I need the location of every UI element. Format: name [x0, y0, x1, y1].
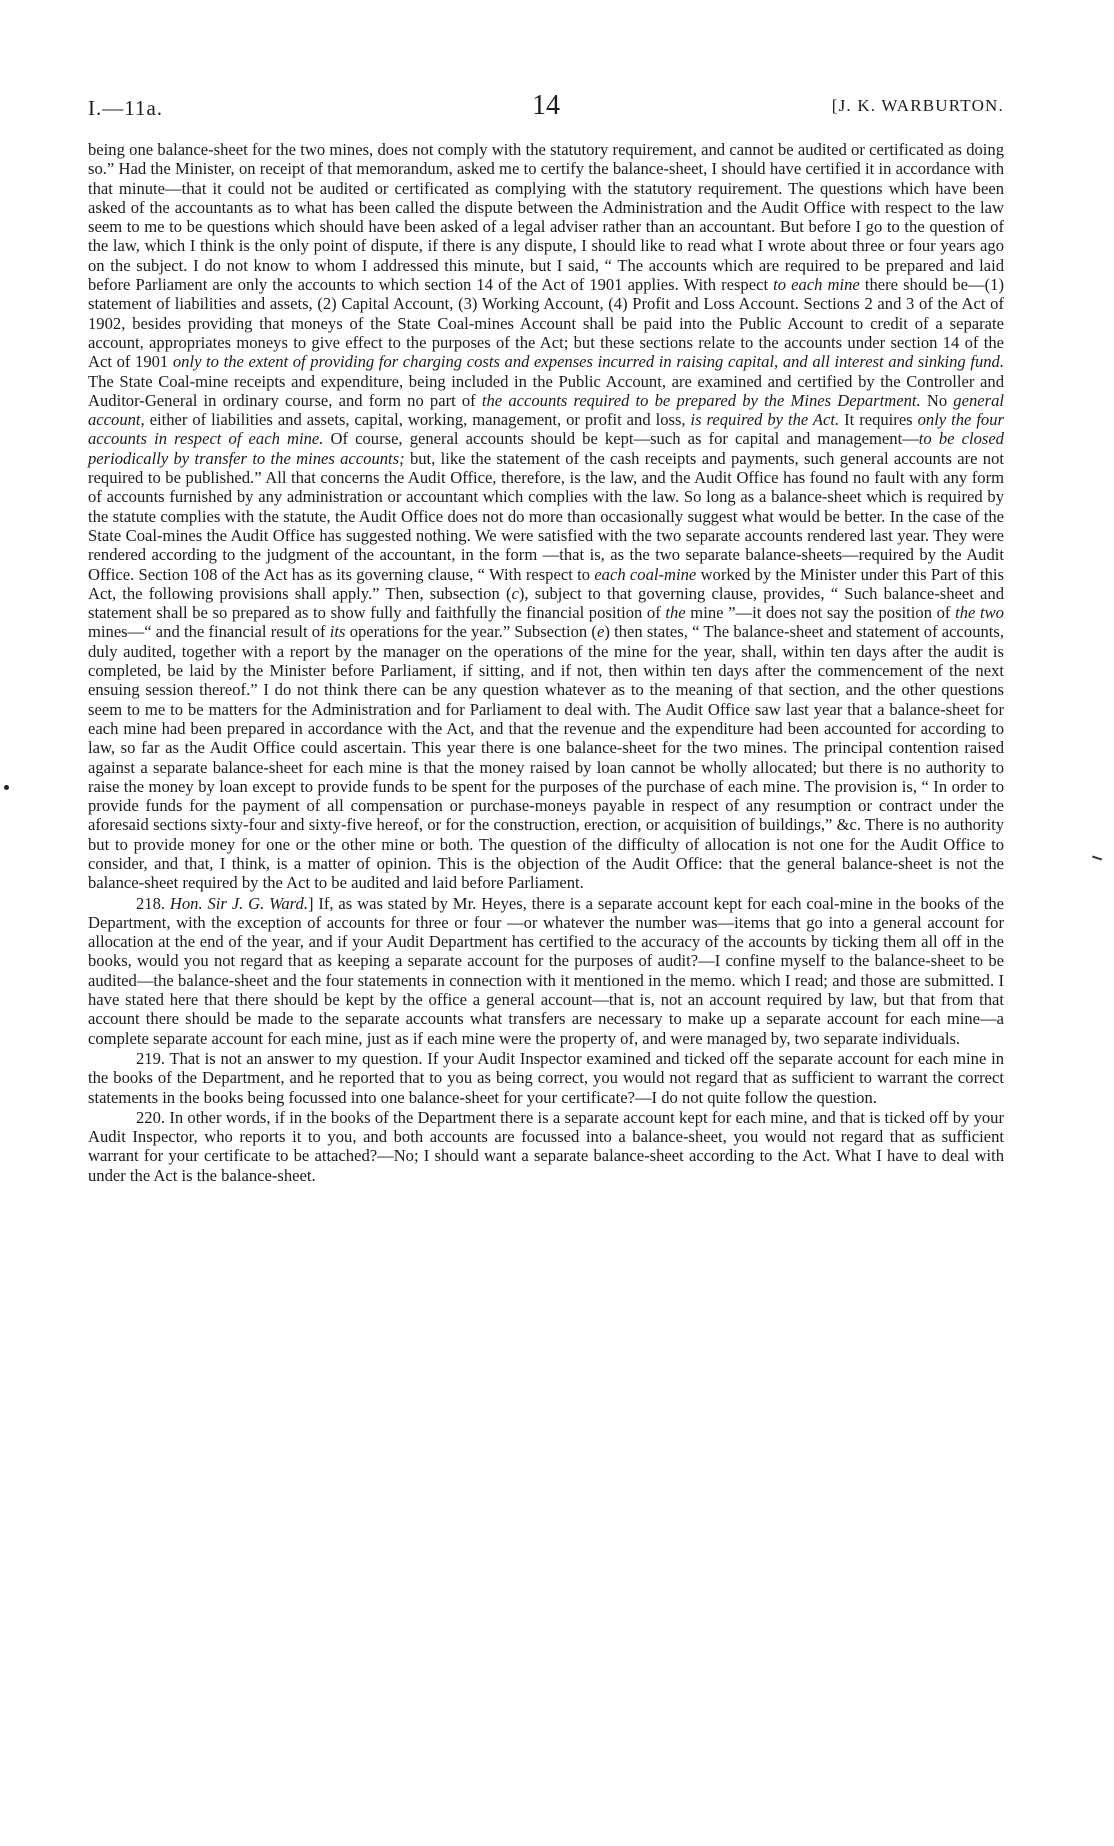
parliamentary-paper-ref: I.—11a.	[88, 96, 164, 120]
document-page	[88, 0, 1004, 1846]
witness-name: [J. K. WARBURTON.	[831, 96, 1004, 115]
speaker-name: Hon. Sir J. G. Ward.	[169, 893, 308, 913]
question-219: 219. That is not an answer to my question. If your Audit Inspector examined and ticked off the separate account for each mine in the books of the Department, and he reported that to you as being correct, you would not regard that as sufficient to warrant the correct statements in the books being focussed into one balance-sheet for your certificate?—I do not quite follow the question.	[88, 1048, 1004, 1107]
question-218: 218. Hon. Sir J. G. Ward.] If, as was stated by Mr. Heyes, there is a separate account kept for each coal-mine in the books of the Department, with the exception of accounts for three or four —or whatever the number was—items that go into a general account for allocation at the end of the year, and if your Audit Department has certified to the accuracy of the accounts by ticking them all off in the books, would you not regard that as keeping a separate account for the purposes of audit?—I confine myself to the balance-sheet to be audited—the balance-sheet and the four statements in connection with it mentioned in the memo. which I read; and those are submitted. I have stated here that there should be kept by the office a general account—that is, not an account required by law, but that from that account there should be made to the separate accounts what transfers are necessary to make up a separate account for each mine—a complete separate account for each mine, just as if each mine were the property of, and were managed by, two separate individuals.	[88, 893, 1004, 1048]
body-text	[88, 140, 1004, 1185]
page-number: 14	[532, 90, 560, 121]
question-220: 220. In other words, if in the books of the Department there is a separate account kept for each mine, and that is ticked off by your Audit Inspector, who reports it to you, and both accounts are focussed into a balance-sheet, you would not regard that as sufficient warrant for your certificate to be attached?—No; I should want a separate balance-sheet according to the Act. What I have to deal with under the Act is the balance-sheet.	[88, 1107, 1004, 1185]
paragraph-continued-answer: being one balance-sheet for the two mines, does not comply with the statutory requirement, and cannot be audited or certificated as doing so.” Had the Minister, on receipt of that memorandum, asked me to certify the balance-sheet, I should have certified it in accordance with that minute—that it could not be audited or certificated as complying with the statutory requirement. The questions which have been asked of the accountants as to what has been called the dispute between the Administration and the Audit Office with respect to the law seem to me to be questions which should have been asked of a legal adviser rather than an accountant. But before I go to the question of the law, which I think is the only point of dispute, if there is any dispute, I should like to read what I wrote about three or four years ago on the subject. I do not know to whom I addressed this minute, but I said, “ The accounts which are required to be prepared and laid before Parliament are only the accounts to which section 14 of the Act of 1901 applies. With respect to each mine there should be—(1) statement of liabilities and assets, (2) Capital Account, (3) Working Account, (4) Profit and Loss Account. Sections 2 and 3 of the Act of 1902, besides providing that moneys of the State Coal-mines Account shall be paid into the Public Account to credit of a separate account, appropriates moneys to give effect to the purposes of the Act; but these sections relate to the accounts under section 14 of the Act of 1901 only to the extent of providing for charging costs and expenses incurred in raising capital, and all interest and sinking fund. The State Coal-mine receipts and expenditure, being included in the Public Account, are examined and certified by the Controller and Auditor-General in ordinary course, and form no part of the accounts required to be prepared by the Mines Department. No general account, either of liabilities and assets, capital, working, management, or profit and loss, is required by the Act. It requires only the four accounts in respect of each mine. Of course, general accounts should be kept—such as for capital and management—to be closed periodically by transfer to the mines accounts; but, like the statement of the cash receipts and payments, such general accounts are not required to be published.” All that concerns the Audit Office, therefore, is the law, and the Audit Office has found no fault with any form of accounts furnished by any administration or accountant which complies with the law. So long as a balance-sheet which is required by the statute complies with the statute, the Audit Office does not do more than occasionally suggest what would be better. In the case of the State Coal-mines the Audit Office has suggested nothing. We were satisfied with the two separate accounts rendered last year. They were rendered according to the judgment of the accountant, in the form —that is, as the two separate balance-sheets—required by the Audit Office. Section 108 of the Act has as its governing clause, “ With respect to each coal-mine worked by the Minister under this Part of this Act, the following provisions shall apply.” Then, subsection (c), subject to that governing clause, provides, “ Such balance-sheet and statement shall be so prepared as to show fully and faithfully the financial position of the mine ”—it does not say the position of the two mines—“ and the financial result of its operations for the year.” Subsection (e) then states, “ The balance-sheet and statement of accounts, duly audited, together with a report by the manager on the operations of the mine for the year, shall, within ten days after the audit is completed, be laid by the Minister before Parliament, if sitting, and if not, then within ten days after the commencement of the next ensuing session thereof.” I do not think there can be any question whatever as to the meaning of that section, and the other questions seem to me to be matters for the Administration and for Parliament to deal with. The Audit Office saw last year that a balance-sheet for each mine had been prepared in accordance with the Act, and that the revenue and the expenditure had been accounted for according to law, so far as the Audit Office could ascertain. This year there is one balance-sheet for the two mines. The principal contention raised against a separate balance-sheet for each mine is that the money raised by loan cannot be wholly allocated; but there is no authority to raise the money by loan except to provide funds to be spent for the purposes of the purchase of each mine. The provision is, “ In order to provide funds for the payment of all compensation or purchase-moneys payable in respect of any resumption or contract under the aforesaid sections sixty-four and sixty-five hereof, or for the construction, erection, or acquisition of buildings,” &c. There is no authority but to provide money for one or the other mine or both. The question of the difficulty of allocation is not one for the Audit Office to consider, and that, I think, is a matter of opinion. This is the objection of the Audit Office: that the general balance-sheet is not the balance-sheet required by the Act to be audited and laid before Parliament.	[88, 140, 1005, 893]
margin-dot-mark	[4, 785, 9, 790]
margin-dash-mark	[1092, 856, 1102, 861]
page-header	[88, 90, 1004, 124]
